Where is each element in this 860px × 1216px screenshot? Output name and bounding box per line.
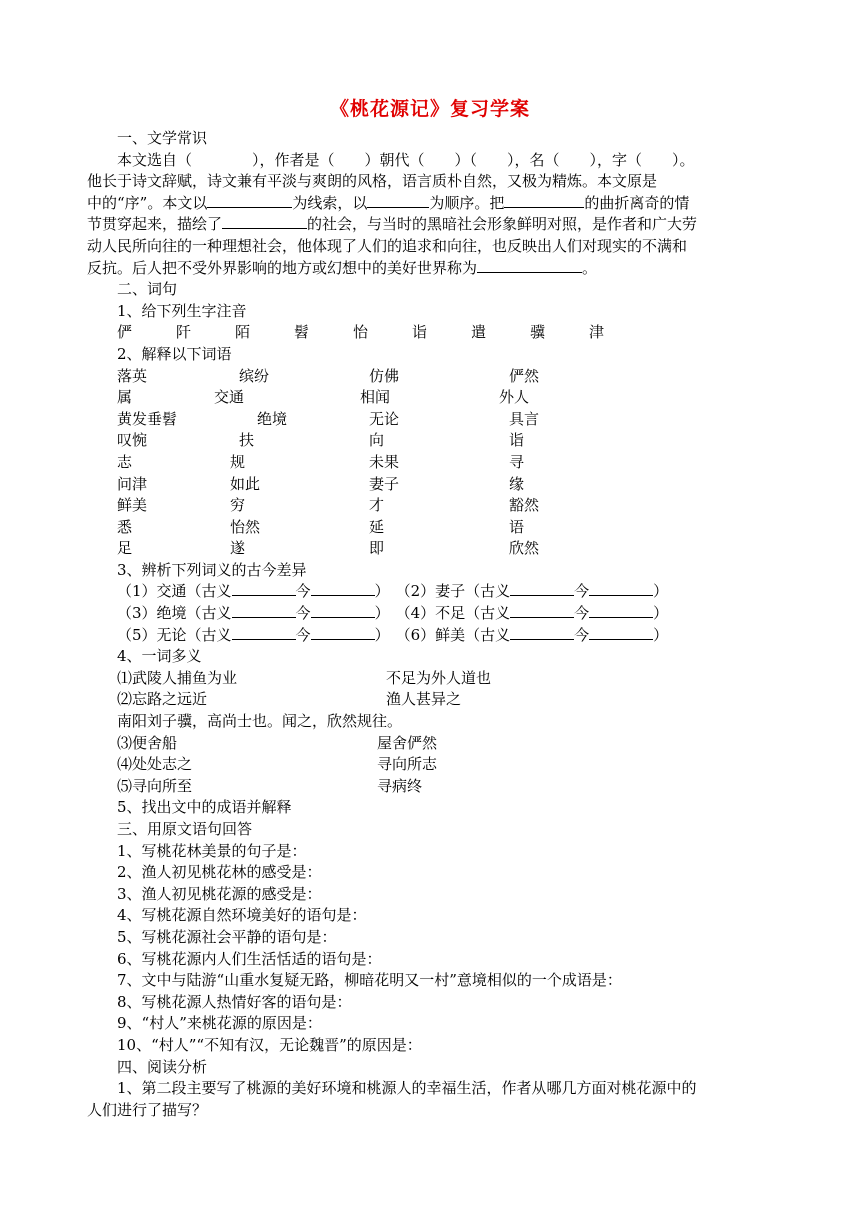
word-row [87, 474, 777, 496]
word-item: 未果 [369, 452, 400, 471]
word-item: 即 [369, 539, 385, 558]
subsection-heading: 5、找出文中的成语并解释 [117, 798, 292, 817]
duoyi-row [87, 754, 777, 776]
section-heading: 四、阅读分析 [117, 1057, 208, 1076]
word-item: 无论 [369, 409, 400, 428]
gujin-label: （3）绝境（古义 [117, 604, 232, 623]
word-row [87, 387, 777, 409]
text-fragment: 为顺序。把 [429, 193, 505, 212]
char-list [87, 322, 777, 344]
gujin-label: 今 [574, 604, 590, 623]
char-item: 骥 [530, 323, 546, 342]
subsection-heading: 2、解释以下词语 [117, 344, 232, 363]
duoyi-item: ⑷处处志之 [117, 755, 193, 774]
duoyi-line: 南阳刘子骥，高尚士也。闻之，欣然规往。 [117, 712, 403, 731]
word-row [87, 538, 777, 560]
gujin-label: 今 [574, 625, 590, 644]
duoyi-item: ⑶便舍船 [117, 733, 178, 752]
text-fragment: 反抗。后人把不受外界影响的地方或幻想中的美好世界称为 [87, 258, 478, 277]
word-row [87, 495, 777, 517]
fill-blank[interactable] [589, 603, 653, 618]
fill-blank[interactable] [367, 193, 429, 208]
word-item: 足 [117, 539, 133, 558]
word-item: 才 [369, 496, 385, 515]
duoyi-item: 寻向所志 [377, 755, 438, 774]
gujin-row [87, 581, 777, 603]
question-item: 7、文中与陆游“山重水复疑无路，柳暗花明又一村”意境相似的一个成语是： [117, 971, 622, 990]
word-item: 妻子 [369, 474, 400, 493]
text-fragment: 的曲折离奇的情 [584, 193, 690, 212]
document-body [87, 128, 777, 1121]
text-fragment: 为线索，以 [292, 193, 368, 212]
fill-blank[interactable] [311, 581, 375, 596]
gujin-label: （6）鲜美（古义 [395, 625, 511, 644]
gujin-label: ） [653, 625, 669, 644]
gujin-label: 今 [295, 625, 311, 644]
word-item: 扶 [239, 431, 255, 450]
question-item: 5、写桃花源社会平静的语句是： [117, 927, 337, 946]
gujin-label: （4）不足（古义 [395, 604, 511, 623]
duoyi-row [87, 689, 777, 711]
question-item: 人们进行了描写？ [87, 1100, 208, 1119]
fill-blank[interactable] [232, 581, 296, 596]
gujin-row [87, 603, 777, 625]
word-item: 向 [369, 431, 385, 450]
text-fragment: 中的“序”。本文以 [87, 193, 208, 212]
fill-blank[interactable] [232, 603, 296, 618]
paragraph-line: 本文选自（ ），作者是（ ）朝代（ ）（ ），名（ ），字（ ）。 [117, 150, 695, 169]
char-item: 遣 [471, 323, 487, 342]
question-item: 1、第二段主要写了桃源的美好环境和桃源人的幸福生活，作者从哪几方面对桃花源中的 [117, 1079, 697, 1098]
subsection-heading: 1、给下列生字注音 [117, 301, 247, 320]
gujin-label: （5）无论（古义 [117, 625, 232, 644]
word-item: 绝境 [257, 409, 288, 428]
word-item: 豁然 [509, 496, 540, 515]
word-item: 问津 [117, 474, 148, 493]
word-item: 交通 [214, 388, 245, 407]
gujin-label: （2）妻子（古义 [395, 582, 511, 601]
word-item: 属 [117, 388, 133, 407]
paragraph-line [87, 258, 777, 280]
word-item: 穷 [230, 496, 246, 515]
fill-blank[interactable] [504, 193, 584, 208]
gujin-label: ） [653, 582, 669, 601]
word-item: 相闻 [360, 388, 391, 407]
question-item: 3、渔人初见桃花源的感受是： [117, 884, 322, 903]
char-item: 津 [589, 323, 605, 342]
gujin-label: 今 [295, 582, 311, 601]
fill-blank[interactable] [222, 214, 307, 229]
word-item: 外人 [499, 388, 530, 407]
word-item: 欣然 [509, 539, 540, 558]
duoyi-item: 不足为外人道也 [386, 668, 492, 687]
paragraph-line [87, 214, 777, 236]
word-item: 怡然 [230, 517, 261, 536]
subsection-heading: 4、一词多义 [117, 647, 202, 666]
question-item: 6、写桃花源内人们生活恬适的语句是： [117, 949, 382, 968]
word-item: 延 [369, 517, 385, 536]
gujin-label: 今 [295, 604, 311, 623]
char-item: 陌 [235, 323, 251, 342]
gujin-label: ） [374, 604, 390, 623]
char-item: 阡 [176, 323, 192, 342]
duoyi-row [87, 733, 777, 755]
fill-blank[interactable] [477, 258, 582, 273]
fill-blank[interactable] [510, 625, 574, 640]
char-item: 怡 [353, 323, 369, 342]
section-heading: 三、用原文语句回答 [117, 820, 253, 838]
fill-blank[interactable] [207, 193, 292, 208]
duoyi-row [87, 668, 777, 690]
word-item: 落英 [117, 366, 148, 385]
word-item: 如此 [230, 474, 261, 493]
paragraph-line: 动人民所向往的一种理想社会，他体现了人们的追求和向往，也反映出人们对现实的不满和 [87, 236, 688, 255]
gujin-label: （1）交通（古义 [117, 582, 232, 601]
word-row [87, 452, 777, 474]
subsection-heading: 3、辨析下列词义的古今差异 [117, 560, 307, 579]
duoyi-item: ⑸寻向所至 [117, 776, 193, 795]
word-item: 语 [509, 517, 525, 536]
word-item: 叹惋 [117, 431, 148, 450]
word-item: 诣 [509, 431, 525, 450]
duoyi-row [87, 776, 777, 798]
word-item: 具言 [509, 409, 540, 428]
word-item: 遂 [230, 539, 246, 558]
char-item: 诣 [412, 323, 428, 342]
fill-blank[interactable] [589, 581, 653, 596]
section-heading: 一、文学常识 [117, 129, 208, 147]
page-title: 《桃花源记》复习学案 [329, 98, 530, 120]
question-item: 4、写桃花源自然环境美好的语句是： [117, 906, 367, 925]
text-fragment: 。 [582, 258, 598, 277]
word-item: 仿佛 [369, 366, 400, 385]
gujin-label: ） [653, 604, 669, 623]
fill-blank[interactable] [311, 603, 375, 618]
question-item: 1、写桃花林美景的句子是： [117, 841, 307, 860]
word-row [87, 430, 777, 452]
fill-blank[interactable] [510, 581, 574, 596]
word-row [87, 409, 777, 431]
word-item: 鲜美 [117, 496, 148, 515]
word-row [87, 366, 777, 388]
fill-blank[interactable] [589, 625, 653, 640]
duoyi-item: 屋舍俨然 [377, 733, 438, 752]
word-item: 黄发垂髫 [117, 409, 178, 428]
fill-blank[interactable] [311, 625, 375, 640]
gujin-row [87, 625, 777, 647]
paragraph-line [87, 193, 777, 215]
word-row [87, 517, 777, 539]
char-item: 髫 [294, 323, 310, 342]
word-item: 缤纷 [239, 366, 270, 385]
question-item: 9、“村人”来桃花源的原因是： [117, 1014, 322, 1033]
gujin-label: ） [374, 582, 390, 601]
section-heading: 二、词句 [117, 280, 178, 299]
duoyi-item: ⑴武陵人捕鱼为业 [117, 668, 238, 687]
word-item: 规 [230, 452, 246, 471]
duoyi-item: 寻病终 [377, 776, 423, 795]
gujin-label: ） [374, 625, 390, 644]
word-item: 缘 [509, 474, 525, 493]
text-fragment: 节贯穿起来，描绘了 [87, 215, 223, 234]
question-item: 10、“村人”“不知有汉，无论魏晋”的原因是： [117, 1035, 422, 1054]
word-item: 寻 [509, 452, 525, 471]
fill-blank[interactable] [510, 603, 574, 618]
text-fragment: 的社会，与当时的黑暗社会形象鲜明对照，是作者和广大劳 [307, 215, 698, 234]
gujin-label: 今 [574, 582, 590, 601]
word-item: 俨然 [509, 366, 540, 385]
question-item: 8、写桃花源人热情好客的语句是： [117, 992, 352, 1011]
fill-blank[interactable] [232, 625, 296, 640]
question-item: 2、渔人初见桃花林的感受是： [117, 863, 322, 882]
duoyi-item: ⑵忘路之远近 [117, 690, 208, 709]
word-item: 悉 [117, 517, 133, 536]
word-item: 志 [117, 452, 133, 471]
char-item: 俨 [117, 323, 133, 342]
duoyi-item: 渔人甚异之 [386, 690, 462, 709]
paragraph-line: 他长于诗文辞赋，诗文兼有平淡与爽朗的风格，语言质朴自然，又极为精炼。本文原是 [87, 172, 658, 191]
